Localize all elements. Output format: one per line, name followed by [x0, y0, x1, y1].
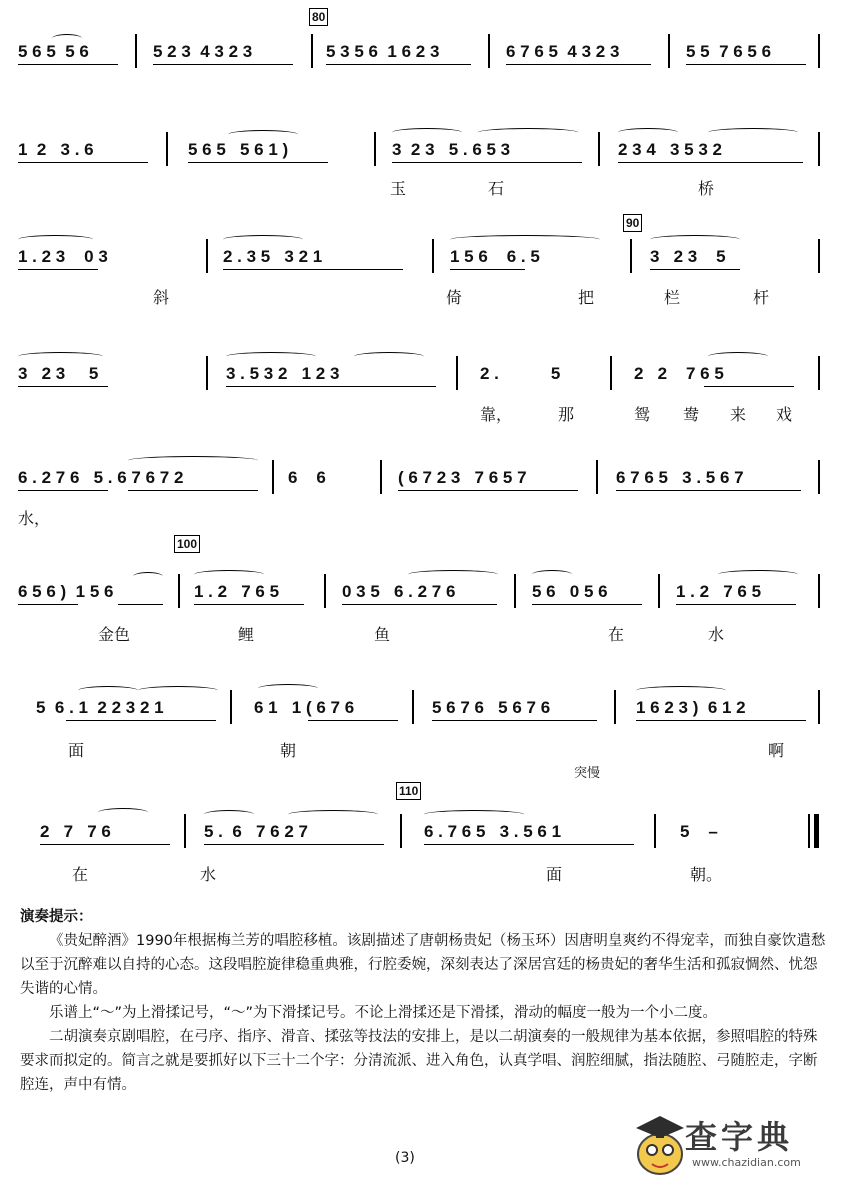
beam: [18, 490, 108, 491]
measure: 5 6 7 6 5 6 7 6: [432, 698, 551, 717]
beam: [18, 162, 148, 163]
lyric: 鸳: [634, 405, 651, 424]
slur: [288, 810, 378, 819]
lyric: 杆: [753, 288, 770, 307]
measure: 1 5 6 6 . 5: [450, 247, 540, 266]
measure: 6 7 6 5 4 3 2 3: [506, 42, 620, 61]
barline: [272, 460, 274, 494]
slur: [78, 686, 138, 695]
beam: [618, 162, 803, 163]
lyric: 朝。: [690, 865, 723, 884]
measure: 5 . 6 7 6 2 7: [204, 822, 308, 841]
measure: 1 . 2 3 0 3: [18, 247, 108, 266]
beam: [18, 386, 108, 387]
beam: [223, 269, 403, 270]
lyric: 在: [608, 625, 625, 644]
barline: [818, 356, 820, 390]
scholar-icon: [630, 1110, 690, 1178]
measure: 5 –: [680, 822, 718, 841]
beam: [308, 720, 398, 721]
beam: [424, 844, 634, 845]
lyric: 来: [730, 405, 747, 424]
barline: [166, 132, 168, 166]
barline: [808, 814, 810, 848]
beam: [392, 162, 582, 163]
slur: [392, 128, 462, 137]
lyric: 玉: [390, 179, 407, 198]
notes-paragraph: 乐谱上“～”为上滑揉记号，“～”为下滑揉记号。不论上滑揉还是下滑揉，滑动的幅度一般为一个小二度。: [49, 1005, 718, 1021]
barline: [374, 132, 376, 166]
barline: [432, 239, 434, 273]
measure: 6 1 1 ( 6 7 6: [254, 698, 355, 717]
barline: [184, 814, 186, 848]
beam: [153, 64, 293, 65]
beam: [118, 604, 163, 605]
beam: [398, 490, 578, 491]
logo-title: 查字典: [685, 1118, 794, 1156]
beam: [188, 162, 328, 163]
lyric: 面: [546, 865, 563, 884]
barline: [818, 690, 820, 724]
measure: 3 2 3 5: [650, 247, 726, 266]
beam: [532, 604, 642, 605]
lyric: 倚: [446, 288, 463, 307]
slur: [618, 128, 678, 137]
slur: [138, 686, 218, 695]
performance-notes: [20, 905, 826, 1097]
measure-mark-100: 100: [174, 535, 200, 553]
measure: 1 . 2 7 6 5: [194, 582, 280, 601]
beam: [18, 269, 98, 270]
slur: [532, 570, 572, 579]
barline: [380, 460, 382, 494]
barline: [488, 34, 490, 68]
lyric: 那: [558, 405, 575, 424]
barline: [654, 814, 656, 848]
lyric: 啊: [768, 741, 785, 760]
slur: [228, 130, 298, 139]
measure: 5 3 5 6 1 6 2 3: [326, 42, 440, 61]
slur: [18, 235, 93, 244]
slur: [223, 235, 303, 244]
barline: [596, 460, 598, 494]
lyric: 鸯: [683, 405, 700, 424]
barline: [456, 356, 458, 390]
lyric: 戏: [776, 405, 793, 424]
barline: [614, 690, 616, 724]
beam: [686, 64, 806, 65]
measure-mark-80: 80: [309, 8, 328, 26]
slur: [450, 235, 600, 244]
beam: [128, 490, 258, 491]
slur: [354, 352, 424, 361]
lyric: 靠，: [480, 405, 513, 424]
measure: 1 2 3 . 6: [18, 140, 94, 159]
page-number: (3): [395, 1150, 415, 1166]
barline: [818, 460, 820, 494]
lyric: 栏: [664, 288, 681, 307]
measure: 2 7 7 6: [40, 822, 111, 841]
notes-paragraph: 二胡演奏京剧唱腔，在弓序、指序、滑音、揉弦等技法的安排上，是以二胡演奏的一般规律为基本依据，参照唱腔的特殊要求而拟定的。简言之就是要抓好以下三十二个字：分清流派、进入角色，认真学唱、润腔细腻，指法随腔、弓随腔走，字断腔连，声中有情。: [20, 1029, 818, 1093]
beam: [66, 720, 216, 721]
beam: [650, 269, 740, 270]
slur: [708, 128, 798, 137]
beam: [636, 720, 806, 721]
measure: 6 6: [288, 468, 326, 487]
slur: [478, 128, 578, 137]
measure: 5 6 5 5 6: [18, 42, 89, 61]
tempo-annotation: 突慢: [574, 766, 601, 781]
slur: [424, 810, 524, 819]
barline: [412, 690, 414, 724]
lyric: 水: [708, 625, 725, 644]
measure: 0 3 5 6 . 2 7 6: [342, 582, 456, 601]
measure-mark-110: 110: [396, 782, 421, 800]
lyric: 石: [488, 179, 505, 198]
measure: 6 5 6 ) 1 5 6: [18, 582, 114, 601]
notes-title: 演奏提示：: [20, 909, 93, 925]
beam: [18, 604, 78, 605]
barline: [598, 132, 600, 166]
slur: [128, 456, 258, 465]
slur: [718, 570, 798, 579]
lyric: 鲤: [238, 625, 255, 644]
beam: [204, 844, 384, 845]
lyric: 面: [68, 741, 85, 760]
barline: [818, 132, 820, 166]
barline: [178, 574, 180, 608]
slur: [650, 235, 740, 244]
measure: 3 2 3 5 . 6 5 3: [392, 140, 511, 159]
slur: [204, 810, 254, 819]
barline: [206, 356, 208, 390]
beam: [616, 490, 801, 491]
measure: 6 7 6 5 3 . 5 6 7: [616, 468, 744, 487]
barline: [206, 239, 208, 273]
measure: 1 . 2 7 6 5: [676, 582, 762, 601]
slur: [408, 570, 498, 579]
beam: [432, 720, 597, 721]
beam: [342, 604, 497, 605]
barline: [658, 574, 660, 608]
site-logo: [630, 1110, 830, 1180]
measure: 2 2 7 6 5: [634, 364, 724, 383]
barline: [668, 34, 670, 68]
slur: [708, 352, 768, 361]
lyric: 鱼: [374, 625, 391, 644]
beam: [40, 844, 170, 845]
measure: 3 . 5 3 2 1 2 3: [226, 364, 340, 383]
beam: [506, 64, 651, 65]
beam: [18, 64, 118, 65]
measure: 6 . 2 7 6 5 . 6 7 6 7 2: [18, 468, 184, 487]
measure: 5 6 0 5 6: [532, 582, 608, 601]
lyric: 把: [578, 288, 595, 307]
beam: [326, 64, 471, 65]
lyric: 水: [200, 865, 217, 884]
measure: 3 2 3 5: [18, 364, 99, 383]
lyric: 斜: [153, 288, 170, 307]
slur: [18, 352, 103, 361]
slur: [52, 34, 82, 43]
beam: [676, 604, 796, 605]
barline: [400, 814, 402, 848]
lyric: 水，: [18, 509, 51, 528]
slur: [226, 352, 316, 361]
measure: 1 6 2 3 ) 6 1 2: [636, 698, 746, 717]
beam: [194, 604, 304, 605]
measure: ( 6 7 2 3 7 6 5 7: [398, 468, 527, 487]
slur: [98, 808, 148, 817]
barline: [135, 34, 137, 68]
barline: [818, 574, 820, 608]
lyric: 在: [72, 865, 89, 884]
beam: [704, 386, 794, 387]
slur: [258, 684, 318, 693]
beam: [450, 269, 525, 270]
measure: 2 . 3 5 3 2 1: [223, 247, 323, 266]
slur: [133, 572, 163, 581]
measure: 2 3 4 3 5 3 2: [618, 140, 722, 159]
slur: [636, 686, 726, 695]
barline: [311, 34, 313, 68]
notes-paragraph: 《贵妃醉酒》1990年根据梅兰芳的唱腔移植。该剧描述了唐朝杨贵妃（杨玉环）因唐明皇爽约不得宠幸，而独自豪饮遣愁以至于沉醉难以自持的心态。这段唱腔旋律稳重典雅，行腔委婉，深刻表达了深居宫廷的杨贵妃的奢华生活和孤寂惆然、忧怨失谐的心情。: [20, 933, 826, 997]
lyric: 桥: [698, 179, 715, 198]
barline: [324, 574, 326, 608]
measure: 2 . 5: [480, 364, 561, 383]
measure-mark-90: 90: [623, 214, 642, 232]
barline: [818, 34, 820, 68]
measure: 6 . 7 6 5 3 . 5 6 1: [424, 822, 562, 841]
barline: [610, 356, 612, 390]
measure: 5 2 3 4 3 2 3: [153, 42, 253, 61]
barline: [230, 690, 232, 724]
barline: [630, 239, 632, 273]
lyric: 金色: [98, 625, 131, 644]
final-barline: [814, 814, 819, 848]
measure: 5 6 5 5 6 1 ): [188, 140, 289, 159]
measure: 5 6 . 1 2 2 3 2 1: [36, 698, 164, 717]
slur: [194, 570, 264, 579]
barline: [818, 239, 820, 273]
beam: [226, 386, 436, 387]
lyric: 朝: [280, 741, 297, 760]
logo-url: www.chazidian.com: [692, 1156, 801, 1169]
measure: 5 5 7 6 5 6: [686, 42, 772, 61]
barline: [514, 574, 516, 608]
